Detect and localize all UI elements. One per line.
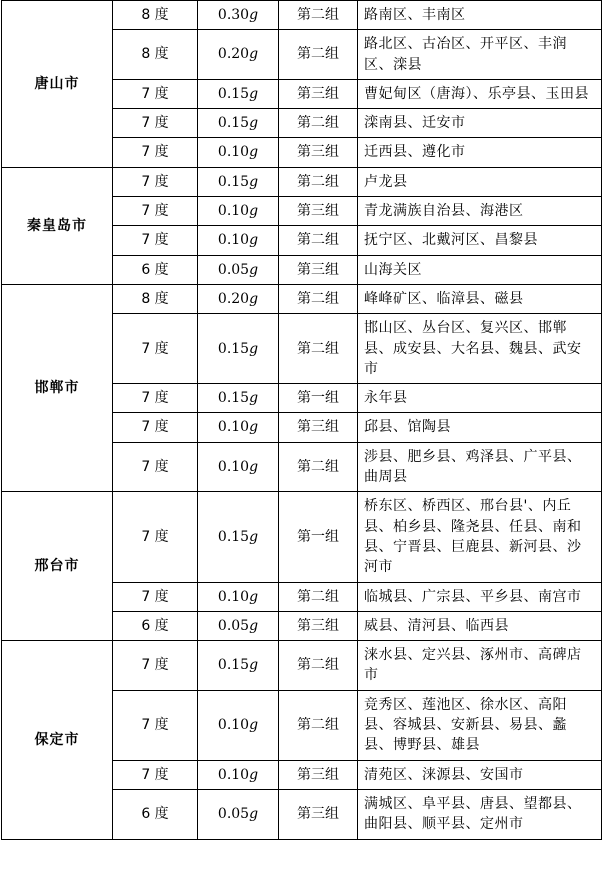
acceleration-cell bbox=[198, 197, 279, 226]
acceleration-cell bbox=[198, 167, 279, 196]
areas-cell: 山海关区 bbox=[358, 255, 602, 284]
acceleration-value: 0.15 bbox=[217, 173, 250, 190]
areas-cell: 临城县、广宗县、平乡县、南宫市 bbox=[358, 582, 602, 611]
design-group-cell: 第三组 bbox=[279, 413, 358, 442]
intensity-cell: 7 度 bbox=[113, 314, 198, 384]
acceleration-value: 0.15 bbox=[217, 657, 250, 674]
design-group-cell: 第二组 bbox=[279, 582, 358, 611]
seismic-intensity-table bbox=[1, 0, 602, 840]
acceleration-value: 0.10 bbox=[217, 717, 250, 734]
intensity-cell: 7 度 bbox=[113, 582, 198, 611]
acceleration-cell bbox=[198, 492, 279, 582]
acceleration-cell bbox=[198, 582, 279, 611]
acceleration-cell bbox=[198, 760, 279, 789]
acceleration-unit: g bbox=[249, 340, 259, 357]
design-group-cell: 第三组 bbox=[279, 79, 358, 108]
areas-cell: 威县、清河县、临西县 bbox=[358, 611, 602, 640]
acceleration-cell bbox=[198, 641, 279, 691]
intensity-cell: 8 度 bbox=[113, 1, 198, 30]
acceleration-value: 0.05 bbox=[217, 261, 250, 278]
areas-cell: 路南区、丰南区 bbox=[358, 1, 602, 30]
design-group-cell: 第二组 bbox=[279, 690, 358, 760]
acceleration-unit: g bbox=[249, 85, 259, 102]
intensity-cell: 7 度 bbox=[113, 138, 198, 167]
design-group-cell: 第二组 bbox=[279, 641, 358, 691]
acceleration-unit: g bbox=[249, 419, 259, 436]
table-row bbox=[2, 492, 602, 582]
acceleration-unit: g bbox=[249, 261, 259, 278]
acceleration-cell bbox=[198, 284, 279, 313]
areas-cell: 曹妃甸区（唐海）、乐亭县、玉田县 bbox=[358, 79, 602, 108]
city-cell: 唐山市 bbox=[2, 1, 113, 168]
areas-cell: 满城区、阜平县、唐县、望都县、曲阳县、顺平县、定州市 bbox=[358, 789, 602, 839]
intensity-cell: 7 度 bbox=[113, 413, 198, 442]
acceleration-cell bbox=[198, 109, 279, 138]
intensity-cell: 7 度 bbox=[113, 109, 198, 138]
acceleration-unit: g bbox=[249, 458, 259, 475]
intensity-cell: 7 度 bbox=[113, 442, 198, 492]
areas-cell: 邯山区、丛台区、复兴区、邯郸县、成安县、大名县、魏县、武安市 bbox=[358, 314, 602, 384]
table-row bbox=[2, 1, 602, 30]
acceleration-value: 0.10 bbox=[217, 232, 250, 249]
areas-cell: 迁西县、遵化市 bbox=[358, 138, 602, 167]
design-group-cell: 第一组 bbox=[279, 384, 358, 413]
areas-cell: 邱县、馆陶县 bbox=[358, 413, 602, 442]
intensity-cell: 7 度 bbox=[113, 690, 198, 760]
areas-cell: 桥东区、桥西区、邢台县'、内丘县、柏乡县、隆尧县、任县、南和县、宁晋县、巨鹿县、新河县、沙河市 bbox=[358, 492, 602, 582]
city-cell: 邯郸市 bbox=[2, 284, 113, 491]
acceleration-unit: g bbox=[249, 203, 259, 220]
design-group-cell: 第一组 bbox=[279, 492, 358, 582]
design-group-cell: 第三组 bbox=[279, 197, 358, 226]
design-group-cell: 第二组 bbox=[279, 442, 358, 492]
acceleration-value: 0.15 bbox=[217, 528, 250, 545]
acceleration-value: 0.20 bbox=[217, 46, 250, 63]
acceleration-value: 0.15 bbox=[217, 115, 250, 132]
acceleration-unit: g bbox=[249, 717, 259, 734]
intensity-cell: 7 度 bbox=[113, 492, 198, 582]
intensity-cell: 7 度 bbox=[113, 641, 198, 691]
acceleration-value: 0.10 bbox=[217, 458, 250, 475]
acceleration-unit: g bbox=[249, 806, 259, 823]
design-group-cell: 第二组 bbox=[279, 30, 358, 80]
intensity-cell: 8 度 bbox=[113, 284, 198, 313]
areas-cell: 峰峰矿区、临漳县、磁县 bbox=[358, 284, 602, 313]
acceleration-cell bbox=[198, 442, 279, 492]
design-group-cell: 第三组 bbox=[279, 138, 358, 167]
acceleration-unit: g bbox=[249, 115, 259, 132]
acceleration-value: 0.15 bbox=[217, 390, 250, 407]
intensity-cell: 7 度 bbox=[113, 760, 198, 789]
acceleration-unit: g bbox=[249, 290, 259, 307]
areas-cell: 卢龙县 bbox=[358, 167, 602, 196]
areas-cell: 滦南县、迁安市 bbox=[358, 109, 602, 138]
city-cell: 邢台市 bbox=[2, 492, 113, 641]
acceleration-value: 0.10 bbox=[217, 203, 250, 220]
intensity-cell: 6 度 bbox=[113, 611, 198, 640]
acceleration-cell bbox=[198, 611, 279, 640]
table-row bbox=[2, 167, 602, 196]
acceleration-cell bbox=[198, 226, 279, 255]
intensity-cell: 6 度 bbox=[113, 789, 198, 839]
table-row bbox=[2, 641, 602, 691]
acceleration-cell bbox=[198, 30, 279, 80]
areas-cell: 青龙满族自治县、海港区 bbox=[358, 197, 602, 226]
intensity-cell: 8 度 bbox=[113, 30, 198, 80]
design-group-cell: 第二组 bbox=[279, 167, 358, 196]
acceleration-cell bbox=[198, 413, 279, 442]
acceleration-cell bbox=[198, 690, 279, 760]
areas-cell: 抚宁区、北戴河区、昌黎县 bbox=[358, 226, 602, 255]
design-group-cell: 第二组 bbox=[279, 314, 358, 384]
table-body bbox=[2, 1, 602, 840]
design-group-cell: 第三组 bbox=[279, 760, 358, 789]
areas-cell: 永年县 bbox=[358, 384, 602, 413]
intensity-cell: 7 度 bbox=[113, 384, 198, 413]
acceleration-unit: g bbox=[249, 232, 259, 249]
design-group-cell: 第二组 bbox=[279, 284, 358, 313]
acceleration-cell bbox=[198, 255, 279, 284]
acceleration-unit: g bbox=[249, 144, 259, 161]
acceleration-unit: g bbox=[249, 7, 259, 23]
acceleration-value: 0.05 bbox=[217, 617, 250, 634]
acceleration-value: 0.10 bbox=[217, 144, 250, 161]
intensity-cell: 6 度 bbox=[113, 255, 198, 284]
areas-cell: 涞水县、定兴县、涿州市、高碑店市 bbox=[358, 641, 602, 691]
areas-cell: 路北区、古冶区、开平区、丰润区、滦县 bbox=[358, 30, 602, 80]
acceleration-value: 0.05 bbox=[217, 806, 250, 823]
design-group-cell: 第三组 bbox=[279, 611, 358, 640]
acceleration-value: 0.10 bbox=[217, 766, 250, 783]
acceleration-unit: g bbox=[249, 173, 259, 190]
acceleration-cell bbox=[198, 1, 279, 30]
city-cell: 秦皇岛市 bbox=[2, 167, 113, 284]
intensity-cell: 7 度 bbox=[113, 197, 198, 226]
acceleration-value: 0.15 bbox=[217, 85, 250, 102]
acceleration-value: 0.15 bbox=[217, 340, 250, 357]
acceleration-unit: g bbox=[249, 528, 259, 545]
acceleration-value: 0.20 bbox=[217, 290, 250, 307]
acceleration-unit: g bbox=[249, 766, 259, 783]
acceleration-cell bbox=[198, 789, 279, 839]
design-group-cell: 第三组 bbox=[279, 789, 358, 839]
acceleration-unit: g bbox=[249, 657, 259, 674]
acceleration-cell bbox=[198, 79, 279, 108]
design-group-cell: 第二组 bbox=[279, 109, 358, 138]
intensity-cell: 7 度 bbox=[113, 167, 198, 196]
intensity-cell: 7 度 bbox=[113, 79, 198, 108]
city-cell: 保定市 bbox=[2, 641, 113, 839]
acceleration-unit: g bbox=[249, 46, 259, 63]
acceleration-cell bbox=[198, 314, 279, 384]
acceleration-unit: g bbox=[249, 390, 259, 407]
acceleration-value: 0.10 bbox=[217, 588, 250, 605]
acceleration-cell bbox=[198, 384, 279, 413]
intensity-cell: 7 度 bbox=[113, 226, 198, 255]
design-group-cell: 第二组 bbox=[279, 226, 358, 255]
acceleration-value: 0.10 bbox=[217, 419, 250, 436]
table-row bbox=[2, 284, 602, 313]
acceleration-unit: g bbox=[249, 588, 259, 605]
areas-cell: 涉县、肥乡县、鸡泽县、广平县、曲周县 bbox=[358, 442, 602, 492]
acceleration-unit: g bbox=[249, 617, 259, 634]
areas-cell: 清苑区、涞源县、安国市 bbox=[358, 760, 602, 789]
design-group-cell: 第二组 bbox=[279, 1, 358, 30]
acceleration-cell bbox=[198, 138, 279, 167]
design-group-cell: 第三组 bbox=[279, 255, 358, 284]
acceleration-value: 0.30 bbox=[217, 7, 250, 23]
areas-cell: 竞秀区、莲池区、徐水区、高阳县、容城县、安新县、易县、蠡县、博野县、雄县 bbox=[358, 690, 602, 760]
